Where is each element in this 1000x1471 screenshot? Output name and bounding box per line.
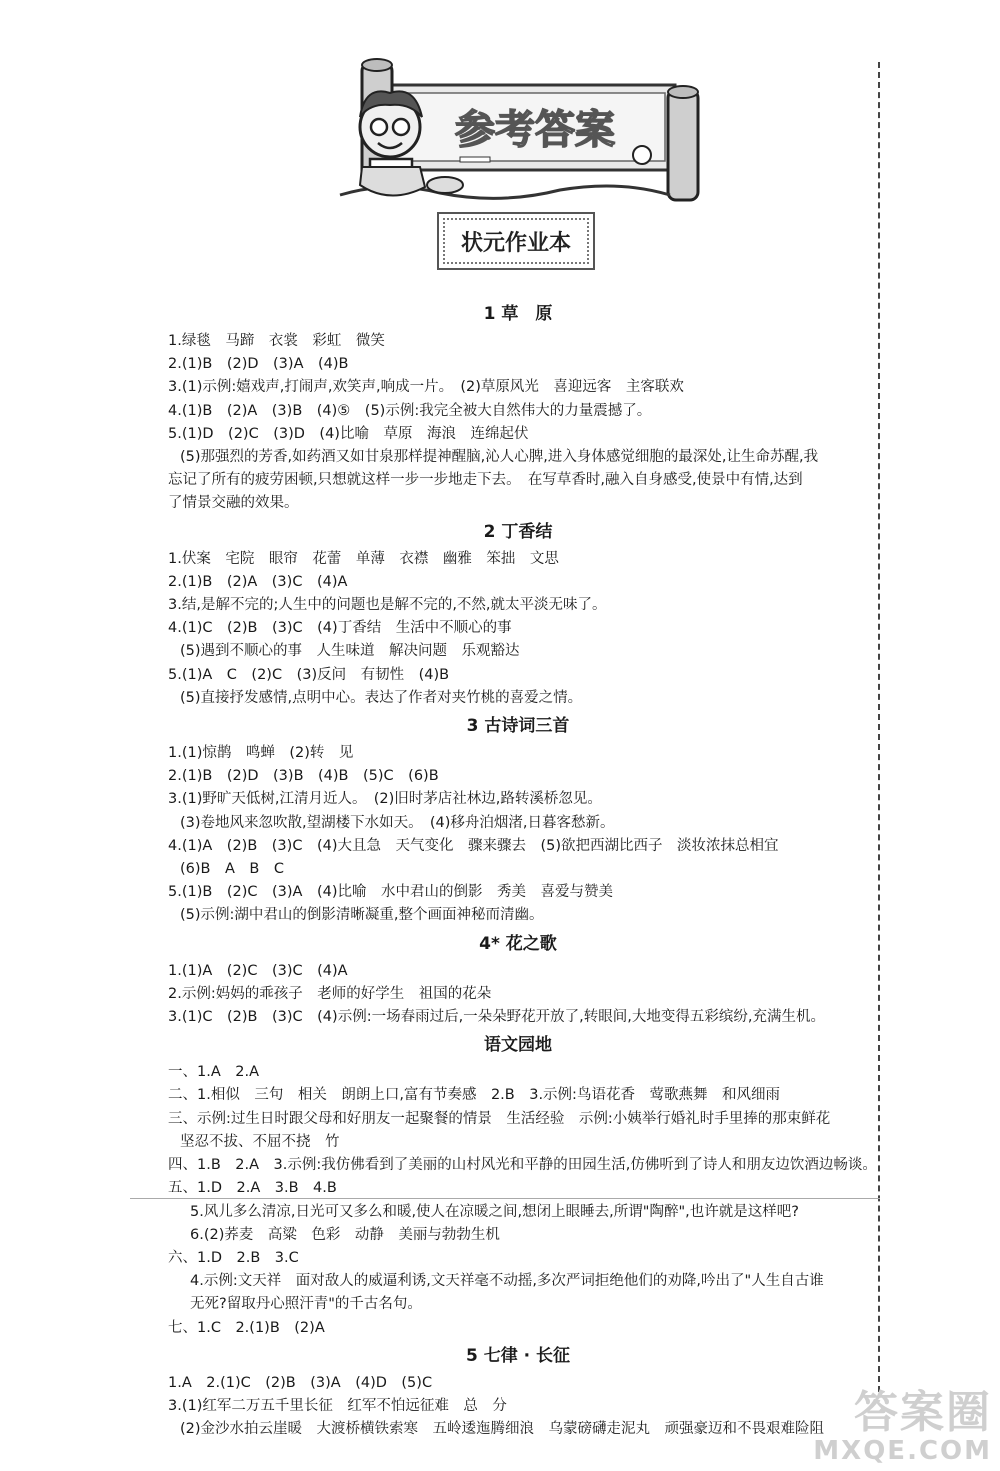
answer-line: 坚忍不拔、不屈不挠 竹 [180,1133,340,1150]
answer-line: (5)那强烈的芳香,如药酒又如甘泉那样提神醒脑,沁人心脾,进入身体感觉细胞的最深处,让生命苏醒,我 [180,449,819,466]
answer-banner [330,55,710,215]
divider [130,1198,880,1199]
section-title: 1 草 原 [483,304,553,324]
answer-line: 2.示例:妈妈的乖孩子 老师的好学生 祖国的花朵 [168,985,492,1002]
answer-line: (5)示例:湖中君山的倒影清晰凝重,整个画面神秘而清幽。 [180,907,544,924]
answer-line: 4.(1)A (2)B (3)C (4)大且急 天气变化 骤来骤去 (5)欲把西湖比西子 淡妆浓抹总相宜 [168,837,779,854]
watermark-logo-text: 答案圈 [854,1387,992,1438]
answer-line: 3.(1)C (2)B (3)C (4)示例:一场春雨过后,一朵朵野花开放了,转眼间,大地变得五彩缤纷,充满生机。 [168,1009,826,1026]
section-title: 3 古诗词三首 [466,716,570,737]
answer-line: 了情景交融的效果。 [168,495,299,512]
section-title: 2 丁香结 [483,521,553,542]
section-title: 语文园地 [484,1035,552,1056]
answer-line: 3.结,是解不完的;人生中的问题也是解不完的,不然,就太平淡无味了。 [168,597,607,614]
answer-content [168,298,877,1441]
answer-line: 5.(1)B (2)C (3)A (4)比喻 水中君山的倒影 秀美 喜爱与赞美 [168,884,613,901]
answer-line: 4.示例:文天祥 面对敌人的威逼利诱,文天祥毫不动摇,多次严词拒绝他们的劝降,吟出了"人生自古谁 [190,1273,824,1290]
answer-line: 3.(1)红军二万五千里长征 红军不怕远征难 总 分 [168,1397,507,1414]
answer-line: 3.(1)野旷天低树,江清月近人。 (2)旧时茅店社林边,路转溪桥忽见。 [168,791,602,808]
answer-line: 六、1.D 2.B 3.C [168,1249,299,1266]
watermark-url: MXQE.COM [813,1436,992,1466]
boy-body [360,167,425,196]
subtitle: 状元作业本 [460,230,571,256]
answer-line: 5.风儿多么清凉,日光可又多么和暖,使人在凉暖之间,想闭上眼睡去,所谓"陶醉",也许就是这样吧? [190,1203,799,1220]
answer-line: 1.绿毯 马蹄 衣裳 彩虹 微笑 [168,333,385,349]
answer-line: 二、1.相似 三句 相关 朗朗上口,富有节奏感 2.B 3.示例:鸟语花香 莺歌燕舞 和风细雨 [168,1087,780,1104]
answer-line: 6.(2)荞麦 高粱 色彩 动静 美丽与勃勃生机 [190,1226,500,1243]
answer-line: 三、示例:过生日时跟父母和好朋友一起聚餐的情景 生活经验 示例:小姨举行婚礼时手里捧的那束鲜花 [168,1110,831,1127]
answer-line: 4.(1)C (2)B (3)C (4)丁香结 生活中不顺心的事 [168,620,512,637]
answer-line: 1.(1)惊鹊 鸣蝉 (2)转 见 [168,745,354,762]
cut-line [878,62,880,1392]
banner-chalk [460,157,490,162]
answer-line: 忘记了所有的疲劳困顿,只想就这样一步一步地走下去。 在写草香时,融入自身感受,使景中有情,达到 [168,472,803,489]
answer-line: 2.(1)B (2)D (3)A (4)B [168,356,349,373]
answer-line: 五、1.D 2.A 3.B 4.B [168,1180,337,1197]
answer-line: 2.(1)B (2)D (3)B (4)B (5)C (6)B [168,768,439,785]
answer-line: 七、1.C 2.(1)B (2)A [168,1319,325,1336]
section-title: 4* 花之歌 [479,933,557,954]
answer-line: 3.(1)示例:嬉戏声,打闹声,欢笑声,响成一片。 (2)草原风光 喜迎远客 主客联欢 [168,379,684,396]
answer-line: (6)B A B C [180,861,284,878]
answer-line: 4.(1)B (2)A (3)B (4)⑤ (5)示例:我完全被大自然伟大的力量震撼了。 [168,402,652,419]
banner-ball [633,146,651,164]
section-title: 5 七律 · 长征 [465,1345,571,1366]
banner-post-right-top [668,86,698,98]
answer-line: 四、1.B 2.A 3.示例:我仿佛看到了美丽的山村风光和平静的田园生活,仿佛听到了诗人和朋友边饮酒边畅谈。 [168,1157,877,1174]
banner-title: 参考答案 [455,107,615,153]
answer-line: 1.A 2.(1)C (2)B (3)A (4)D (5)C [168,1374,433,1391]
answer-line: (5)遇到不顺心的事 人生味道 解决问题 乐观豁达 [180,643,520,660]
answer-line: (3)卷地风来忽吹散,望湖楼下水如天。 (4)移舟泊烟渚,日暮客愁新。 [180,814,615,831]
boy-glasses-right [393,119,409,135]
answer-line: 5.(1)A C (2)C (3)反问 有韧性 (4)B [168,666,450,683]
answer-line: 1.(1)A (2)C (3)C (4)A [168,962,348,979]
book-stack [427,177,463,193]
answer-line: (2)金沙水拍云崖暖 大渡桥横铁索寒 五岭逶迤腾细浪 乌蒙磅礴走泥丸 顽强豪迈和不畏艰难险阻 [180,1421,825,1438]
answer-line: 2.(1)B (2)A (3)C (4)A [168,573,348,590]
subtitle-frame [437,212,595,270]
answer-line: 1.伏案 宅院 眼帘 花蕾 单薄 衣襟 幽雅 笨拙 文思 [168,550,559,567]
answer-line: 一、1.A 2.A [168,1064,260,1081]
banner-post-right [668,90,698,200]
answer-line: 无死?留取丹心照汗青"的千古名句。 [190,1296,422,1313]
answer-line: 5.(1)D (2)C (3)D (4)比喻 草原 海浪 连绵起伏 [168,425,529,442]
boy-glasses-left [371,119,387,135]
answer-line: (5)直接抒发感情,点明中心。表达了作者对夹竹桃的喜爱之情。 [180,689,583,706]
banner-post-left-top [362,59,392,71]
watermark [813,1387,992,1466]
